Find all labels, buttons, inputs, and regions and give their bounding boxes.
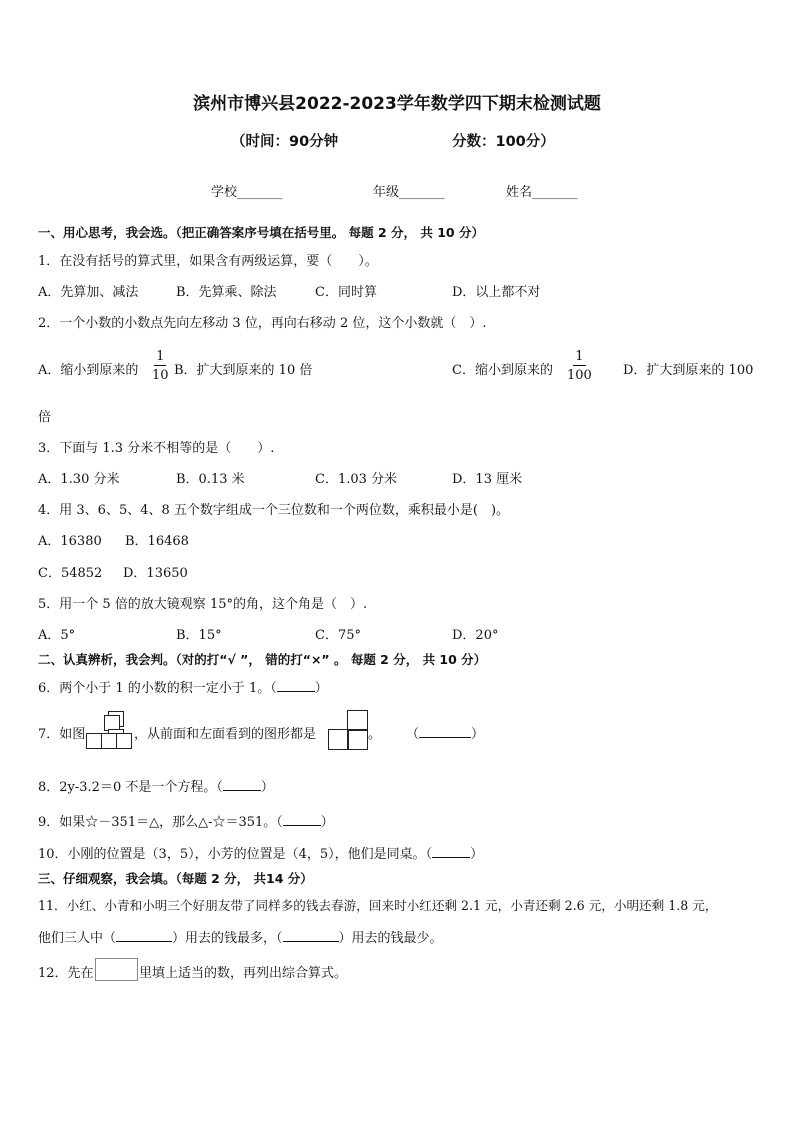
q6-answer-blank[interactable] (277, 680, 315, 692)
question-9-stem: 9．如果☆－351＝△，那么△-☆＝351。（ (38, 815, 283, 830)
q3-option-a[interactable]: A．1.30 分米 (38, 472, 120, 487)
question-1-stem: 1．在没有括号的算式里，如果含有两级运算，要（ ）。 (38, 254, 378, 269)
q8-answer-blank[interactable] (223, 779, 261, 791)
question-6 (38, 677, 328, 696)
q2-fraction-a-numerator: 1 (156, 349, 165, 364)
question-10-end: ） (470, 847, 484, 862)
q11-part-b: ）用去的钱最多，（ (172, 931, 283, 946)
q5-option-b[interactable]: B．15° (176, 628, 222, 643)
q10-answer-blank[interactable] (432, 846, 470, 858)
q9-answer-blank[interactable] (283, 814, 321, 826)
q1-option-b[interactable]: B．先算乘、除法 (176, 285, 277, 300)
q5-option-a[interactable]: A．5° (38, 628, 76, 643)
question-6-end: ） (314, 681, 328, 696)
q3-option-b[interactable]: B．0.13 米 (176, 472, 245, 487)
question-7-middle: ，从前面和左面看到的图形都是 (134, 727, 317, 742)
q2-option-a[interactable]: A．缩小到原来的 (38, 363, 139, 378)
q3-option-d[interactable]: D．13 厘米 (452, 472, 523, 487)
cube-stack-figure (86, 707, 134, 753)
q3-option-c[interactable]: C．1.03 分米 (315, 472, 398, 487)
question-10-stem: 10．小刚的位置是（3，5），小芳的位置是（4，5），他们是同桌。（ (38, 847, 433, 862)
cube-bottom-right (116, 733, 132, 749)
q2-fraction-c-numerator: 1 (575, 349, 584, 364)
q7-bracket-close: ） (471, 727, 485, 742)
question-7-post: 。 (368, 727, 382, 742)
question-12-prefix: 12．先在 (38, 966, 94, 981)
question-3-stem: 3．下面与 1.3 分米不相等的是（ ）. (38, 441, 275, 456)
question-8-stem: 8．2y-3.2＝0 不是一个方程。（ (38, 780, 223, 795)
section-3-heading: 三、仔细观察，我会填。（每题 2 分， 共14 分） (38, 871, 313, 886)
q4-option-c[interactable]: C．54852 (38, 566, 103, 581)
q2-option-d[interactable]: D．扩大到原来的 100 (623, 363, 754, 378)
q4-option-a[interactable]: A．16380 (38, 534, 102, 549)
q2-fraction-a (152, 350, 169, 382)
view-shape-figure (328, 709, 368, 749)
question-9 (38, 811, 334, 830)
cube-bottom-left (86, 733, 102, 749)
exam-score: 分数：100分） (452, 134, 555, 150)
question-5-stem: 5．用一个 5 倍的放大镜观察 15°的角，这个角是（ ）. (38, 597, 368, 612)
question-4-stem: 4．用 3、6、5、4、8 五个数字组成一个三位数和一个两位数，乘积最小是( )。 (38, 503, 510, 518)
question-11-line-2 (38, 927, 443, 946)
view-square-top (347, 710, 368, 731)
question-2-stem: 2．一个小数的小数点先向左移动 3 位，再向右移动 2 位，这个小数就（ ）. (38, 316, 487, 331)
exam-time: （时间：90分钟 (231, 134, 339, 150)
question-10 (38, 843, 483, 862)
school-field[interactable]: 学校_______ (211, 185, 283, 200)
grade-field[interactable]: 年级_______ (373, 185, 445, 200)
q2-option-b[interactable]: B．扩大到原来的 10 倍 (174, 363, 313, 378)
q5-option-c[interactable]: C．75° (315, 628, 361, 643)
q1-option-d[interactable]: D．以上都不对 (452, 285, 541, 300)
question-12-post: 里填上适当的数，再列出综合算式。 (139, 966, 348, 981)
question-7-answer (406, 723, 484, 742)
q2-fraction-c (567, 350, 592, 382)
q11-most-blank[interactable] (116, 930, 172, 942)
question-7-prefix: 7．如图 (38, 727, 86, 742)
q2-fraction-c-denominator: 100 (567, 368, 592, 383)
cube-bottom-middle (101, 733, 117, 749)
name-field[interactable]: 姓名_______ (506, 185, 578, 200)
question-8-end: ） (260, 780, 274, 795)
q11-part-c: ）用去的钱最少。 (338, 931, 443, 946)
q4-option-d[interactable]: D．13650 (123, 566, 188, 581)
question-8 (38, 776, 274, 795)
q11-least-blank[interactable] (283, 930, 339, 942)
q4-option-b[interactable]: B．16468 (125, 534, 189, 549)
q1-option-a[interactable]: A．先算加、减法 (38, 285, 139, 300)
q2-option-d-continued: 倍 (38, 410, 52, 425)
q7-bracket-open: （ (406, 727, 420, 742)
question-9-end: ） (320, 815, 334, 830)
view-square-bottom-left (328, 729, 349, 750)
q11-part-a: 他们三人中（ (38, 931, 117, 946)
q5-option-d[interactable]: D．20° (452, 628, 499, 643)
section-2-heading: 二、认真辨析，我会判。（对的打“√ ”， 错的打“×” 。 每题 2 分， 共 10 分） (38, 652, 487, 667)
q12-answer-box[interactable] (95, 958, 138, 981)
q7-answer-blank[interactable] (419, 726, 471, 738)
page-title: 滨州市博兴县2022-2023学年数学四下期末检测试题 (193, 94, 601, 114)
q2-option-c[interactable]: C．缩小到原来的 (452, 363, 553, 378)
q2-fraction-a-denominator: 10 (152, 368, 169, 383)
question-11-line-1: 11．小红、小青和小明三个好朋友带了同样多的钱去春游，回来时小红还剩 2.1 元，小青还剩 2.6 元，小明还剩 1.8 元， (38, 898, 718, 913)
section-1-heading: 一、用心思考，我会选。（把正确答案序号填在括号里。 每题 2 分， 共 10 分） (38, 225, 484, 240)
question-6-stem: 6．两个小于 1 的小数的积一定小于 1。（ (38, 681, 277, 696)
q1-option-c[interactable]: C．同时算 (315, 285, 377, 300)
view-square-bottom-right (347, 729, 368, 750)
